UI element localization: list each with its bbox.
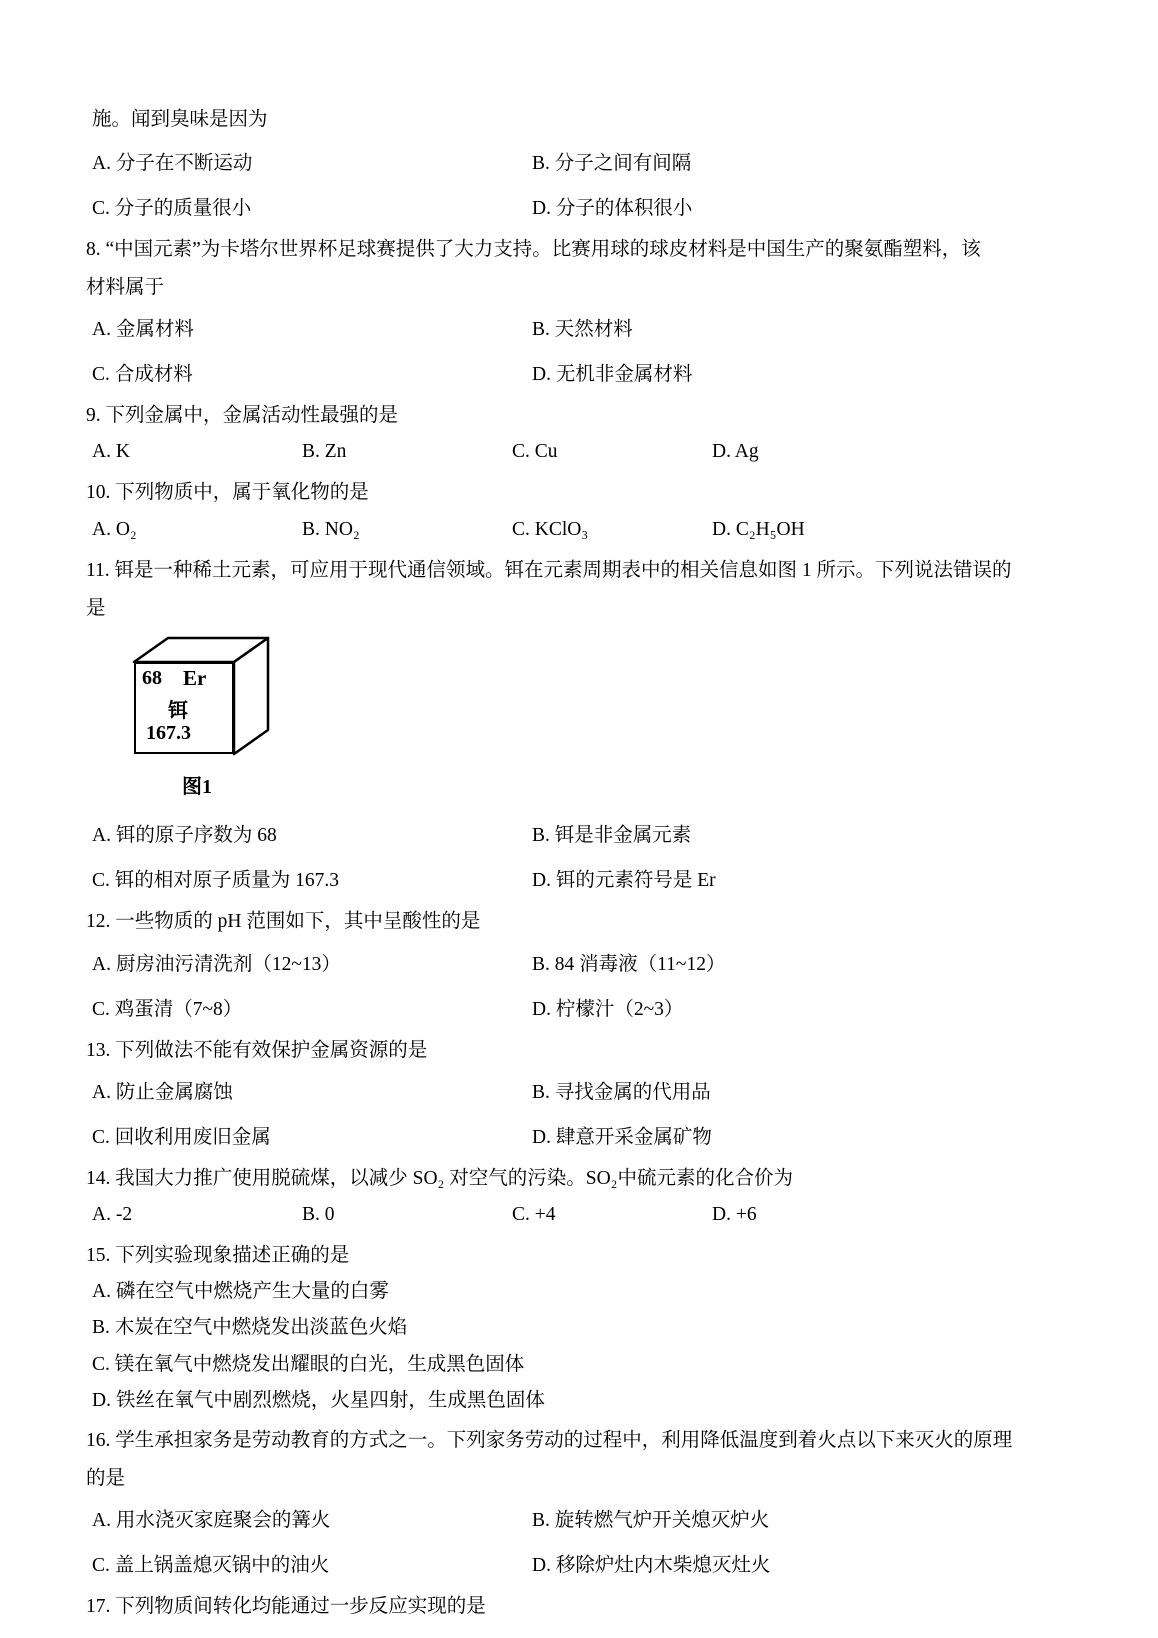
q12-option-c[interactable]: C. 鸡蛋清（7~8） (92, 998, 243, 1020)
q15-option-c[interactable]: C. 镁在氧气中燃烧发出耀眼的白光，生成黑色固体 (92, 1353, 525, 1375)
q11-option-d[interactable]: D. 铒的元素符号是 Er (532, 870, 716, 892)
q8-options-row-2 (86, 358, 1072, 386)
q7-option-c[interactable]: C. 分子的质量很小 (92, 197, 252, 219)
q9-stem: 9. 下列金属中，金属活动性最强的是 (86, 405, 399, 427)
q8-stem-line-2: 材料属于 (86, 276, 165, 298)
q15-option-d[interactable]: D. 铁丝在氧气中剧烈燃烧，火星四射，生成黑色固体 (92, 1390, 545, 1412)
q16-option-d[interactable]: D. 移除炉灶内木柴熄灭灶火 (532, 1555, 771, 1577)
q16-option-b[interactable]: B. 旋转燃气炉开关熄灭炉火 (532, 1510, 770, 1532)
q13-option-a[interactable]: A. 防止金属腐蚀 (92, 1082, 233, 1103)
q12-options-row-1 (86, 948, 1072, 976)
q9-option-b[interactable]: B. Zn (302, 441, 347, 463)
q7-options-row-1 (86, 147, 1072, 175)
q7-option-a[interactable]: A. 分子在不断运动 (92, 152, 253, 174)
q7-option-b[interactable]: B. 分子之间有间隔 (532, 152, 692, 174)
q7-option-d[interactable]: D. 分子的体积很小 (532, 197, 693, 219)
q10-option-a[interactable]: A. O₂ (92, 518, 137, 540)
q14-options-row (86, 1204, 1072, 1226)
q12-option-b[interactable]: B. 84 消毒液（11~12） (532, 953, 726, 975)
q11-option-c[interactable]: C. 铒的相对原子质量为 167.3 (92, 870, 340, 892)
element-cube (126, 634, 306, 764)
q8-option-d[interactable]: D. 无机非金属材料 (532, 364, 693, 386)
q11-stem-line-1: 11. 铒是一种稀土元素，可应用于现代通信领域。铒在元素周期表中的相关信息如图 1 所示。下列说法错误的 (86, 559, 1012, 581)
q7-options-row-2 (86, 192, 1072, 220)
q8-option-c[interactable]: C. 合成材料 (92, 364, 193, 386)
q12-option-a[interactable]: A. 厨房油污清洗剂（12~13） (92, 953, 341, 975)
q13-options-row-1 (86, 1076, 1072, 1104)
q9-option-d[interactable]: D. Ag (712, 441, 759, 463)
element-cube-figure (126, 634, 316, 799)
q12-stem: 12. 一些物质的 pH 范围如下，其中呈酸性的是 (86, 911, 481, 933)
q15-stem: 15. 下列实验现象描述正确的是 (86, 1245, 350, 1267)
q16-stem-line-2: 的是 (86, 1467, 126, 1489)
q14-option-b[interactable]: B. 0 (302, 1204, 335, 1226)
q11-option-a[interactable]: A. 铒的原子序数为 68 (92, 825, 277, 847)
atomic-number: 68 (142, 667, 162, 690)
element-name: 铒 (168, 700, 188, 723)
q11-stem-line-2: 是 (86, 598, 106, 620)
q9-option-c[interactable]: C. Cu (512, 441, 558, 463)
q13-options-row-2 (86, 1121, 1072, 1149)
q11-options-row-1 (86, 819, 1072, 847)
q14-option-c[interactable]: C. +4 (512, 1204, 556, 1226)
intro-fragment: 施。闻到臭味是因为 (92, 109, 268, 130)
q16-option-a[interactable]: A. 用水浇灭家庭聚会的篝火 (92, 1510, 331, 1532)
q16-option-c[interactable]: C. 盖上锅盖熄灭锅中的油火 (92, 1555, 330, 1577)
q13-option-c[interactable]: C. 回收利用废旧金属 (92, 1127, 271, 1148)
q15-option-b[interactable]: B. 木炭在空气中燃烧发出淡蓝色火焰 (92, 1317, 408, 1339)
q17-stem: 17. 下列物质间转化均能通过一步反应实现的是 (86, 1596, 486, 1618)
q10-option-c[interactable]: C. KClO₃ (512, 518, 589, 540)
q16-options-row-2 (86, 1549, 1072, 1577)
q16-stem-line-1: 16. 学生承担家务是劳动教育的方式之一。下列家务劳动的过程中，利用降低温度到着火点以下来灭火的原理 (86, 1429, 1013, 1451)
q15-option-a[interactable]: A. 磷在空气中燃烧产生大量的白雾 (92, 1280, 389, 1302)
q12-option-d[interactable]: D. 柠檬汁（2~3） (532, 998, 684, 1020)
element-symbol: Er (183, 666, 207, 691)
q14-stem: 14. 我国大力推广使用脱硫煤，以减少 SO₂ 对空气的污染。SO₂中硫元素的化合价为 (86, 1168, 793, 1189)
q10-option-d[interactable]: D. C₂H₅OH (712, 518, 805, 540)
q10-options-row (86, 519, 1072, 541)
q14-option-d[interactable]: D. +6 (712, 1204, 757, 1226)
q8-option-a[interactable]: A. 金属材料 (92, 319, 194, 341)
q13-option-d[interactable]: D. 肆意开采金属矿物 (532, 1127, 712, 1148)
q13-option-b[interactable]: B. 寻找金属的代用品 (532, 1082, 711, 1103)
relative-atomic-mass: 167.3 (146, 722, 191, 745)
q11-option-b[interactable]: B. 铒是非金属元素 (532, 825, 692, 847)
q8-options-row-1 (86, 313, 1072, 341)
q12-options-row-2 (86, 993, 1072, 1021)
q8-stem-line-1: 8. “中国元素”为卡塔尔世界杯足球赛提供了大力支持。比赛用球的球皮材料是中国生产的聚氨酯塑料，该 (86, 238, 981, 260)
q16-options-row-1 (86, 1504, 1072, 1532)
q11-options-row-2 (86, 864, 1072, 892)
q8-option-b[interactable]: B. 天然材料 (532, 319, 633, 341)
q9-option-a[interactable]: A. K (92, 441, 130, 463)
q9-options-row (86, 441, 1072, 463)
figure-caption: 图1 (182, 776, 212, 799)
q13-stem: 13. 下列做法不能有效保护金属资源的是 (86, 1039, 428, 1061)
q14-option-a[interactable]: A. -2 (92, 1204, 133, 1226)
q10-option-b[interactable]: B. NO₂ (302, 518, 360, 540)
q10-stem: 10. 下列物质中，属于氧化物的是 (86, 482, 369, 504)
